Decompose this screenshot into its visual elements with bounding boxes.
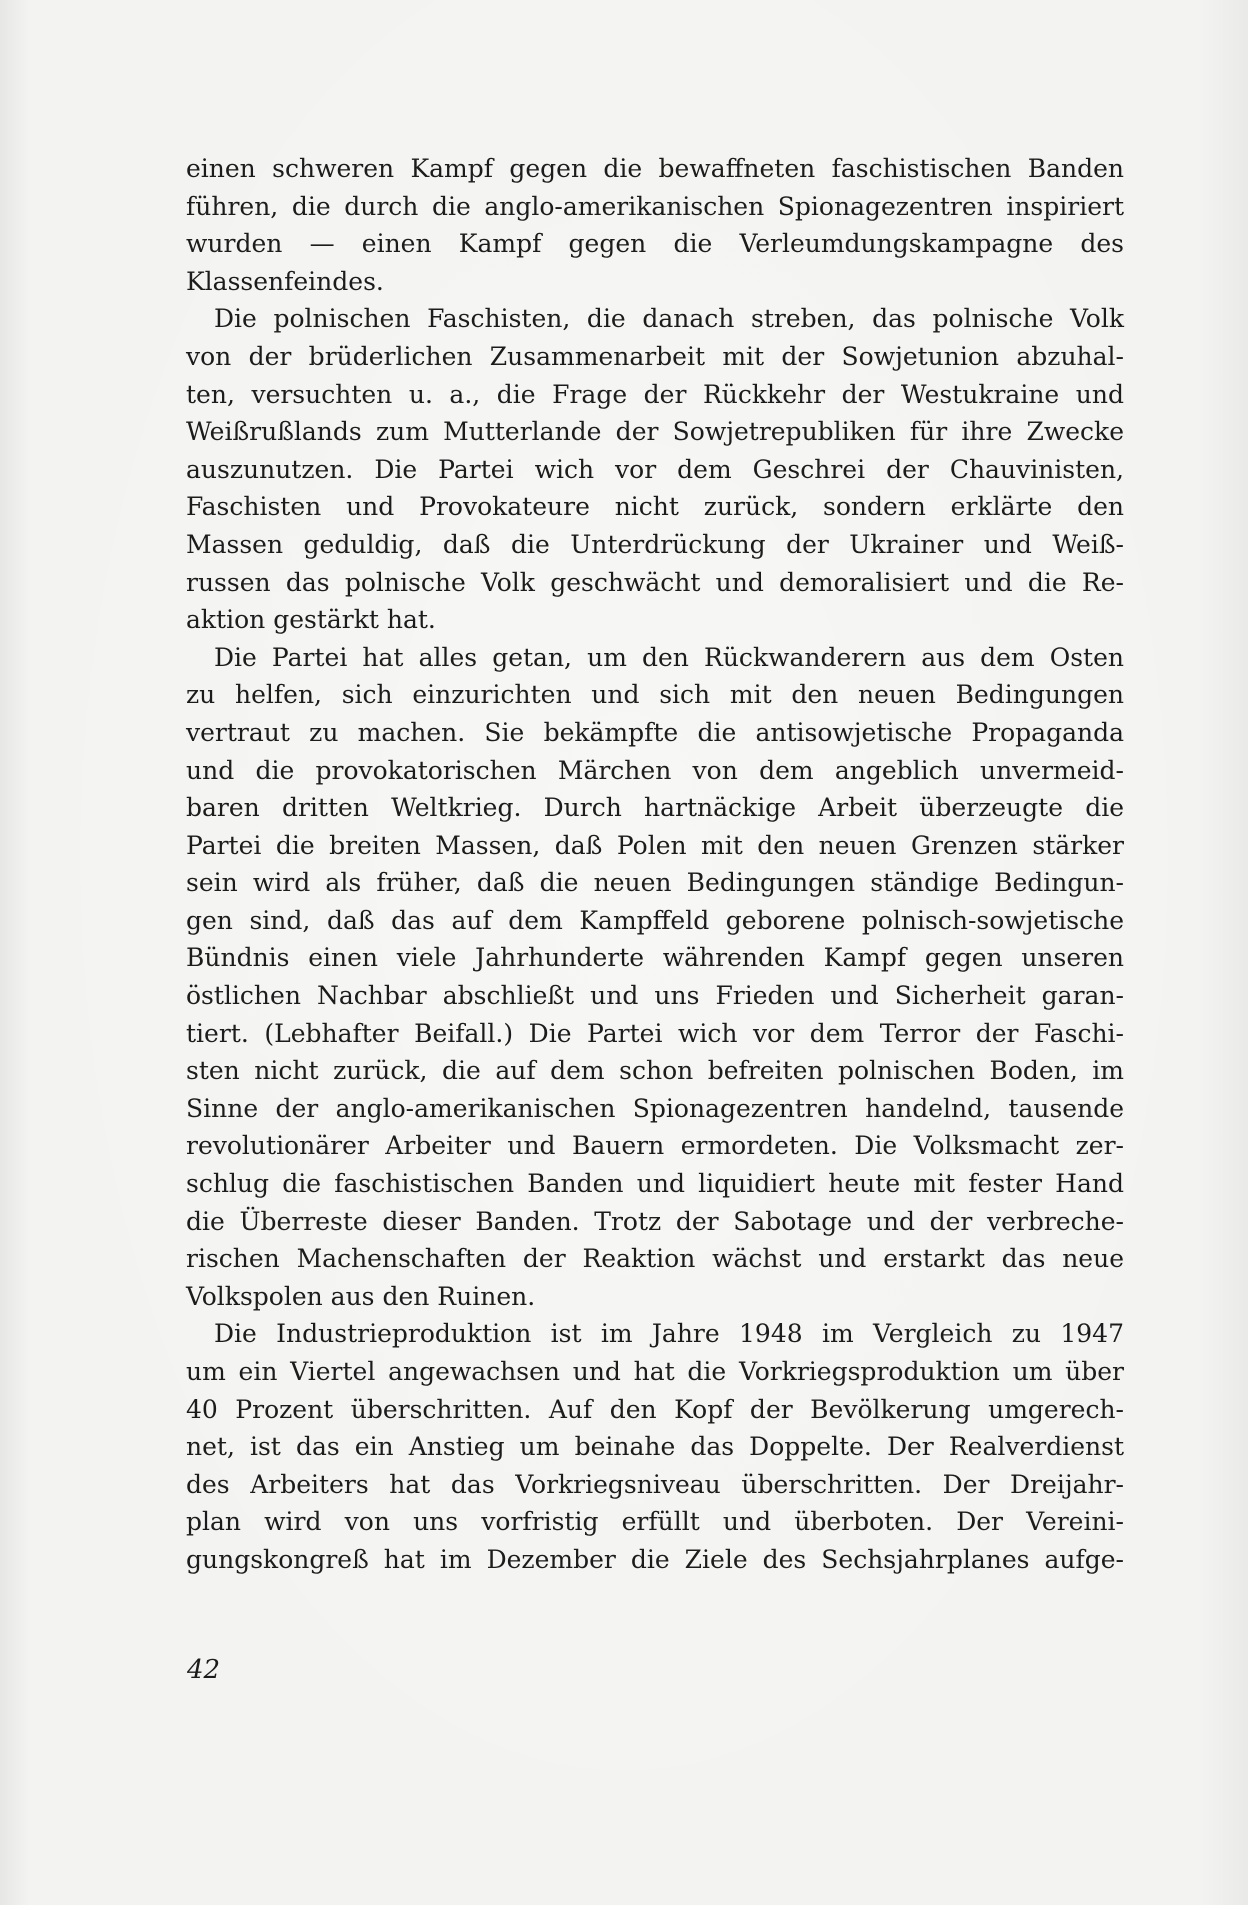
text-line: aktion gestärkt hat. xyxy=(186,605,436,635)
text-line: führen, die durch die anglo-amerikanischen Spionagezentren inspiriert xyxy=(186,191,1124,221)
paragraph xyxy=(186,300,1124,638)
text-line: vertraut zu machen. Sie bekämpfte die antisowjetische Propaganda xyxy=(186,717,1124,747)
text-line: des Arbeiters hat das Vorkriegsniveau überschritten. Der Dreijahr- xyxy=(186,1469,1124,1499)
text-line: Sinne der anglo-amerikanischen Spionagezentren handelnd, tausende xyxy=(186,1093,1124,1123)
text-line: Die polnischen Faschisten, die danach streben, das polnische Volk xyxy=(214,304,1124,334)
text-line: Massen geduldig, daß die Unterdrückung der Ukrainer und Weiß- xyxy=(186,529,1124,559)
text-line: sten nicht zurück, die auf dem schon befreiten polnischen Boden, im xyxy=(186,1056,1124,1086)
text-line: gen sind, daß das auf dem Kampffeld geborene polnisch-sowjetische xyxy=(186,905,1124,935)
paragraph xyxy=(186,639,1124,1316)
text-line: plan wird von uns vorfristig erfüllt und überboten. Der Vereini- xyxy=(186,1507,1124,1537)
text-line: und die provokatorischen Märchen von dem angeblich unvermeid- xyxy=(186,755,1124,785)
text-line: schlug die faschistischen Banden und liquidiert heute mit fester Hand xyxy=(186,1169,1124,1199)
text-line: auszunutzen. Die Partei wich vor dem Geschrei der Chauvinisten, xyxy=(186,454,1124,484)
text-line: Weißrußlands zum Mutterlande der Sowjetrepubliken für ihre Zwecke xyxy=(186,417,1124,447)
paragraph xyxy=(186,1315,1124,1578)
text-line: Partei die breiten Massen, daß Polen mit den neuen Grenzen stärker xyxy=(186,830,1124,860)
text-line: einen schweren Kampf gegen die bewaffneten faschistischen Banden xyxy=(186,154,1124,183)
text-line: die Überreste dieser Banden. Trotz der Sabotage und der verbreche- xyxy=(186,1206,1124,1236)
text-line: net, ist das ein Anstieg um beinahe das Doppelte. Der Realverdienst xyxy=(186,1432,1124,1462)
text-line: zu helfen, sich einzurichten und sich mit den neuen Bedingungen xyxy=(186,680,1124,710)
text-line: rischen Machenschaften der Reaktion wächst und erstarkt das neue xyxy=(186,1244,1124,1274)
text-line: Die Industrieproduktion ist im Jahre 1948 im Vergleich zu 1947 xyxy=(214,1319,1124,1349)
text-line: revolutionärer Arbeiter und Bauern ermordeten. Die Volksmacht zer- xyxy=(186,1131,1124,1161)
text-line: Bündnis einen viele Jahrhunderte währenden Kampf gegen unseren xyxy=(186,943,1124,973)
text-line: sein wird als früher, daß die neuen Bedingungen ständige Bedingun- xyxy=(186,868,1124,898)
page-number: 42 xyxy=(187,1655,221,1685)
text-line: 40 Prozent überschritten. Auf den Kopf der Bevölkerung umgerech- xyxy=(186,1394,1124,1424)
text-line: gungskongreß hat im Dezember die Ziele des Sechsjahrplanes aufge- xyxy=(186,1544,1124,1574)
text-line: Faschisten und Provokateure nicht zurück, sondern erklärte den xyxy=(186,492,1124,522)
text-line: von der brüderlichen Zusammenarbeit mit der Sowjetunion abzuhal- xyxy=(186,341,1124,371)
text-line: russen das polnische Volk geschwächt und demoralisiert und die Re- xyxy=(186,567,1124,597)
paragraph xyxy=(186,150,1124,300)
body-text xyxy=(186,150,1124,1579)
text-line: ten, versuchten u. a., die Frage der Rückkehr der Westukraine und xyxy=(186,379,1124,409)
text-line: Volkspolen aus den Ruinen. xyxy=(186,1281,536,1311)
text-line: Klassenfeindes. xyxy=(186,266,384,296)
text-line: östlichen Nachbar abschließt und uns Frieden und Sicherheit garan- xyxy=(186,981,1124,1011)
text-line: Die Partei hat alles getan, um den Rückwanderern aus dem Osten xyxy=(214,642,1124,672)
text-line: tiert. (Lebhafter Beifall.) Die Partei wich vor dem Terror der Faschi- xyxy=(186,1018,1124,1048)
text-line: um ein Viertel angewachsen und hat die Vorkriegsproduktion um über xyxy=(186,1357,1124,1386)
text-line: baren dritten Weltkrieg. Durch hartnäckige Arbeit überzeugte die xyxy=(186,793,1124,823)
text-line: wurden — einen Kampf gegen die Verleumdungskampagne des xyxy=(186,229,1124,259)
